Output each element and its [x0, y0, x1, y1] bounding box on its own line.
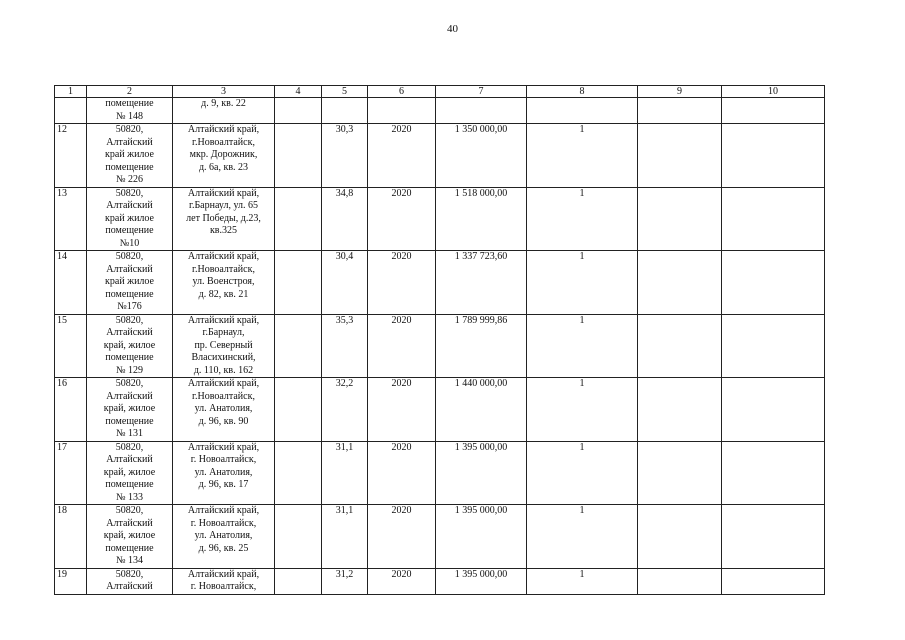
- year-cell: [368, 98, 436, 124]
- address-cell-line: г. Новоалтайск,: [190, 454, 257, 465]
- area-cell: 32,2: [322, 378, 368, 442]
- object-cell-line: № 148: [115, 110, 144, 122]
- object-cell-line: № 133: [115, 491, 144, 503]
- col9-cell: [638, 98, 722, 124]
- address-cell-line: д. 96, кв. 25: [198, 542, 249, 554]
- object-cell-line: № 129: [115, 364, 144, 376]
- col10-cell: [722, 124, 825, 188]
- col4-cell: [275, 441, 322, 505]
- address-cell-line: Алтайский край,: [187, 568, 260, 580]
- object-cell: [87, 98, 173, 124]
- column-header: 1: [55, 86, 87, 98]
- area-cell: 35,3: [322, 314, 368, 378]
- address-cell-line: Алтайский край,: [187, 314, 260, 326]
- object-cell-line: № 131: [115, 428, 144, 439]
- address-cell-line: Алтайский край,: [187, 378, 260, 389]
- price-cell: [436, 98, 527, 124]
- address-cell-line: Алтайский край,: [187, 505, 260, 516]
- price-cell: 1 395 000,00: [436, 568, 527, 594]
- column-header: 7: [436, 86, 527, 98]
- table-row: [55, 378, 825, 442]
- column-header: 6: [368, 86, 436, 98]
- address-cell: [173, 98, 275, 124]
- col10-cell: [722, 505, 825, 569]
- area-cell: 30,3: [322, 124, 368, 188]
- col8-cell: [527, 98, 638, 124]
- row-number-cell: 15: [55, 314, 87, 378]
- column-header: 9: [638, 86, 722, 98]
- object-cell-line: край, жилое: [103, 530, 156, 541]
- col9-cell: [638, 251, 722, 315]
- object-cell-line: край, жилое: [103, 339, 156, 351]
- object-cell: [87, 187, 173, 251]
- address-cell-line: Алтайский край,: [187, 124, 260, 135]
- col9-cell: [638, 124, 722, 188]
- address-cell: [173, 441, 275, 505]
- object-cell-line: край жилое: [105, 149, 154, 160]
- object-cell-line: помещение: [105, 542, 154, 554]
- address-cell: [173, 314, 275, 378]
- object-cell: [87, 568, 173, 594]
- col9-cell: [638, 441, 722, 505]
- object-cell: [87, 314, 173, 378]
- object-cell-line: помещение: [105, 98, 154, 109]
- col9-cell: [638, 505, 722, 569]
- area-cell: [322, 98, 368, 124]
- address-cell-line: Алтайский край,: [187, 441, 260, 453]
- table-row: [55, 314, 825, 378]
- col8-cell: 1: [527, 251, 638, 315]
- row-number-cell: 18: [55, 505, 87, 569]
- object-cell-line: помещение: [105, 479, 154, 490]
- object-cell-line: Алтайский: [106, 517, 153, 529]
- address-cell-line: пр. Северный: [194, 339, 253, 351]
- price-cell: 1 789 999,86: [436, 314, 527, 378]
- col10-cell: [722, 568, 825, 594]
- address-cell-line: ул. Военстроя,: [192, 276, 255, 287]
- price-cell: 1 395 000,00: [436, 441, 527, 505]
- object-cell-line: 50820,: [115, 251, 144, 262]
- column-header: 3: [173, 86, 275, 98]
- object-cell-line: 50820,: [115, 187, 144, 199]
- address-cell-line: Власихинский,: [191, 352, 256, 363]
- object-cell-line: № 226: [115, 174, 144, 185]
- col9-cell: [638, 378, 722, 442]
- column-header: 2: [87, 86, 173, 98]
- price-cell: 1 395 000,00: [436, 505, 527, 569]
- object-cell: [87, 124, 173, 188]
- column-header: 4: [275, 86, 322, 98]
- object-cell-line: № 134: [115, 555, 144, 566]
- area-cell: 31,1: [322, 441, 368, 505]
- column-header: 10: [722, 86, 825, 98]
- col8-cell: 1: [527, 441, 638, 505]
- address-cell-line: д. 96, кв. 90: [198, 415, 249, 427]
- col8-cell: 1: [527, 314, 638, 378]
- col10-cell: [722, 441, 825, 505]
- year-cell: 2020: [368, 378, 436, 442]
- address-cell-line: г.Новоалтайск,: [192, 263, 255, 275]
- table-row: [55, 251, 825, 315]
- object-cell-line: помещение: [105, 161, 154, 173]
- address-cell-line: Алтайский край,: [187, 187, 260, 199]
- address-cell-line: г.Новоалтайск,: [192, 390, 255, 402]
- price-cell: 1 440 000,00: [436, 378, 527, 442]
- object-cell-line: 50820,: [115, 124, 144, 135]
- table-row: [55, 568, 825, 594]
- address-cell: [173, 251, 275, 315]
- object-cell-line: край, жилое: [103, 466, 156, 478]
- col4-cell: [275, 251, 322, 315]
- area-cell: 34,8: [322, 187, 368, 251]
- col4-cell: [275, 378, 322, 442]
- object-cell-line: помещение: [105, 352, 154, 363]
- column-header: 5: [322, 86, 368, 98]
- area-cell: 30,4: [322, 251, 368, 315]
- address-cell: [173, 568, 275, 594]
- header-row: [55, 86, 825, 98]
- col8-cell: 1: [527, 568, 638, 594]
- col9-cell: [638, 568, 722, 594]
- address-cell-line: д. 110, кв. 162: [193, 364, 254, 376]
- col9-cell: [638, 314, 722, 378]
- object-cell-line: Алтайский: [106, 136, 153, 148]
- row-number-cell: 19: [55, 568, 87, 594]
- address-cell-line: г.Барнаул,: [202, 327, 245, 338]
- object-cell-line: №176: [117, 301, 142, 312]
- year-cell: 2020: [368, 187, 436, 251]
- year-cell: 2020: [368, 314, 436, 378]
- object-cell-line: 50820,: [115, 568, 144, 580]
- col10-cell: [722, 98, 825, 124]
- address-cell-line: г. Новоалтайск,: [190, 517, 257, 529]
- address-cell-line: г.Барнаул, ул. 65: [188, 200, 259, 211]
- row-number-cell: [55, 98, 87, 124]
- price-cell: 1 337 723,60: [436, 251, 527, 315]
- table-row: [55, 505, 825, 569]
- property-table: [54, 85, 825, 595]
- object-cell-line: 50820,: [115, 505, 144, 516]
- address-cell-line: Алтайский край,: [187, 251, 260, 262]
- year-cell: 2020: [368, 124, 436, 188]
- address-cell-line: д. 9, кв. 22: [201, 98, 246, 109]
- object-cell-line: 50820,: [115, 378, 144, 389]
- object-cell-line: №10: [119, 237, 140, 249]
- object-cell-line: Алтайский: [106, 581, 153, 592]
- table-row: [55, 124, 825, 188]
- page-number: 40: [447, 23, 458, 35]
- col8-cell: 1: [527, 124, 638, 188]
- address-cell-line: д. 96, кв. 17: [198, 479, 249, 490]
- year-cell: 2020: [368, 251, 436, 315]
- col4-cell: [275, 187, 322, 251]
- object-cell-line: край жилое: [105, 212, 154, 224]
- object-cell-line: Алтайский: [106, 200, 153, 211]
- col4-cell: [275, 505, 322, 569]
- object-cell-line: Алтайский: [106, 454, 153, 465]
- object-cell: [87, 251, 173, 315]
- address-cell-line: ул. Анатолия,: [194, 403, 253, 414]
- row-number-cell: 12: [55, 124, 87, 188]
- col10-cell: [722, 314, 825, 378]
- row-number-cell: 17: [55, 441, 87, 505]
- price-cell: 1 350 000,00: [436, 124, 527, 188]
- address-cell-line: мкр. Дорожник,: [189, 149, 258, 160]
- col4-cell: [275, 314, 322, 378]
- address-cell-line: ул. Анатолия,: [194, 530, 253, 541]
- col10-cell: [722, 251, 825, 315]
- object-cell: [87, 505, 173, 569]
- address-cell: [173, 505, 275, 569]
- col8-cell: 1: [527, 187, 638, 251]
- object-cell-line: Алтайский: [106, 327, 153, 338]
- object-cell-line: край жилое: [105, 276, 154, 287]
- row-number-cell: 13: [55, 187, 87, 251]
- address-cell-line: д. 6а, кв. 23: [198, 161, 249, 173]
- year-cell: 2020: [368, 441, 436, 505]
- address-cell-line: кв.325: [209, 225, 238, 236]
- object-cell: [87, 378, 173, 442]
- address-cell: [173, 187, 275, 251]
- col10-cell: [722, 187, 825, 251]
- table-row: [55, 98, 825, 124]
- area-cell: 31,1: [322, 505, 368, 569]
- object-cell-line: помещение: [105, 225, 154, 236]
- object-cell-line: Алтайский: [106, 263, 153, 275]
- address-cell-line: г. Новоалтайск,: [190, 581, 257, 592]
- column-header: 8: [527, 86, 638, 98]
- col10-cell: [722, 378, 825, 442]
- table-row: [55, 187, 825, 251]
- address-cell: [173, 124, 275, 188]
- object-cell-line: край, жилое: [103, 403, 156, 414]
- object-cell-line: помещение: [105, 415, 154, 427]
- object-cell-line: помещение: [105, 288, 154, 300]
- year-cell: 2020: [368, 505, 436, 569]
- table-row: [55, 441, 825, 505]
- year-cell: 2020: [368, 568, 436, 594]
- address-cell-line: д. 82, кв. 21: [198, 288, 249, 300]
- address-cell: [173, 378, 275, 442]
- address-cell-line: ул. Анатолия,: [194, 466, 253, 478]
- price-cell: 1 518 000,00: [436, 187, 527, 251]
- col8-cell: 1: [527, 505, 638, 569]
- object-cell-line: 50820,: [115, 441, 144, 453]
- area-cell: 31,2: [322, 568, 368, 594]
- col9-cell: [638, 187, 722, 251]
- col4-cell: [275, 568, 322, 594]
- col8-cell: 1: [527, 378, 638, 442]
- col4-cell: [275, 124, 322, 188]
- address-cell-line: лет Победы, д.23,: [186, 212, 261, 224]
- col4-cell: [275, 98, 322, 124]
- object-cell-line: 50820,: [115, 314, 144, 326]
- object-cell: [87, 441, 173, 505]
- row-number-cell: 14: [55, 251, 87, 315]
- object-cell-line: Алтайский: [106, 390, 153, 402]
- row-number-cell: 16: [55, 378, 87, 442]
- address-cell-line: г.Новоалтайск,: [192, 136, 255, 148]
